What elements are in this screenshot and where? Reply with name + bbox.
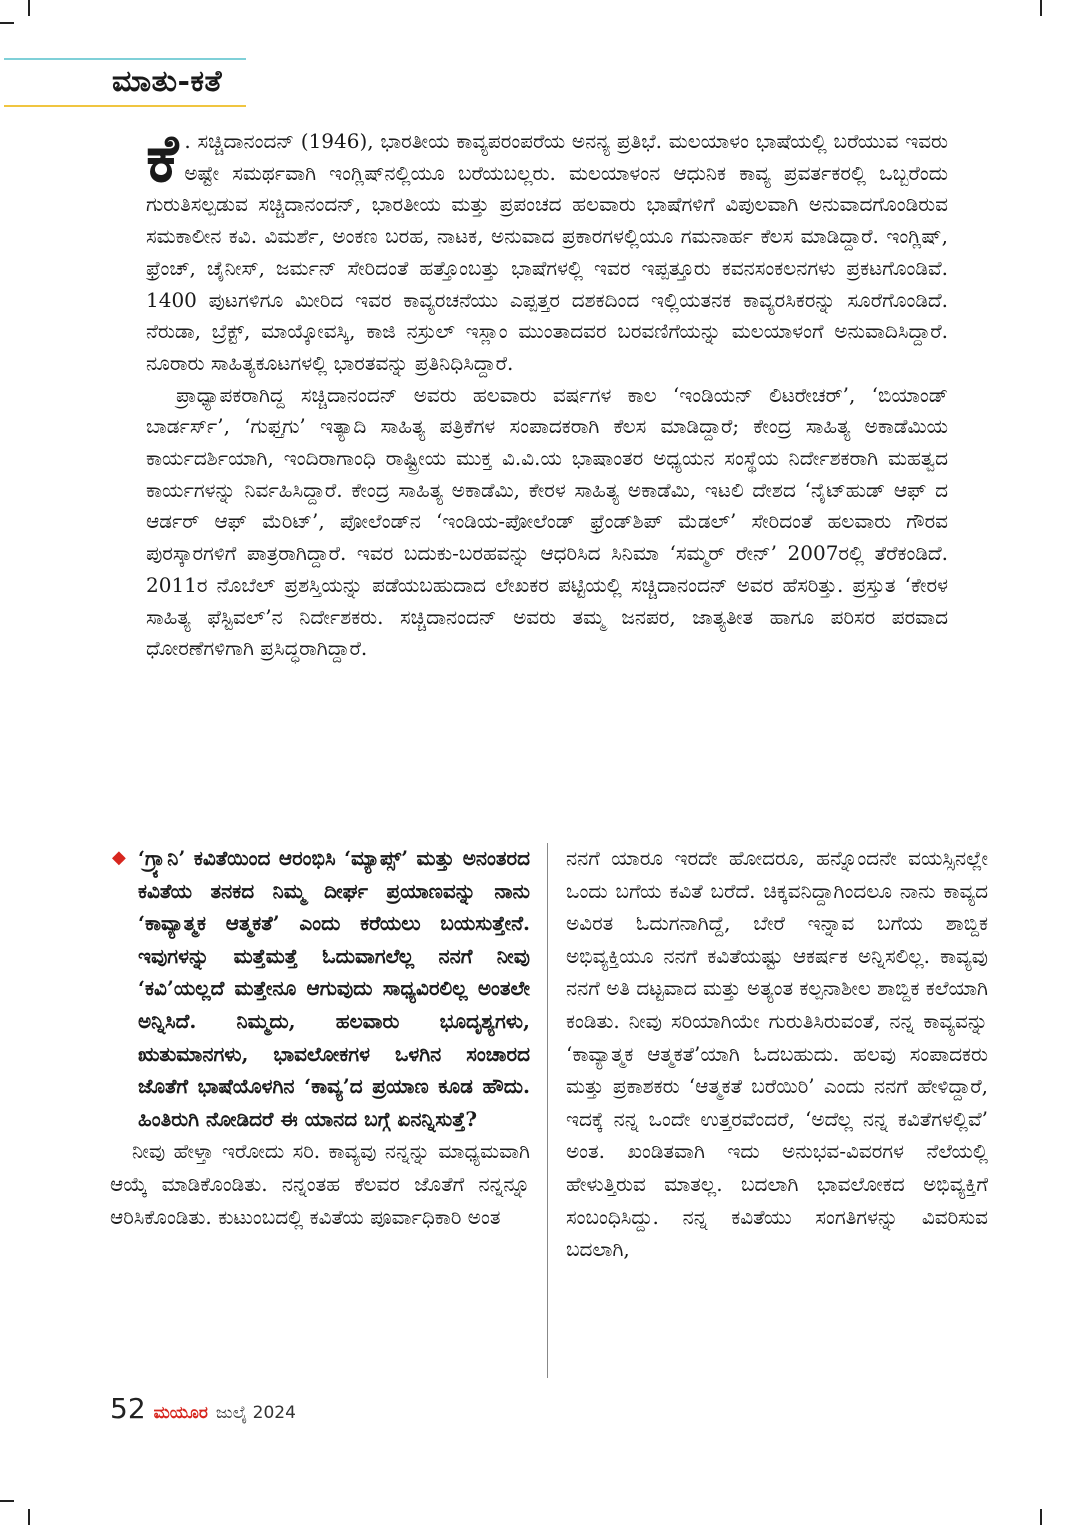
crop-mark xyxy=(28,1509,30,1525)
crop-mark xyxy=(28,0,30,16)
intro-paragraph-2: ಪ್ರಾಧ್ಯಾಪಕರಾಗಿದ್ದ ಸಚ್ಚಿದಾನಂದನ್ ಅವರು ಹಲವಾರು ವರ್ಷಗಳ ಕಾಲ ‘ಇಂಡಿಯನ್ ಲಿಟರೇಚರ್’, ‘ಬಿಯಾಂಡ್ ಬಾರ್ಡರ್ಸ್’, ‘ಗುಫ್ತಗು’ ಇತ್ಯಾದಿ ಸಾಹಿತ್ಯ ಪತ್ರಿಕೆಗಳ ಸಂಪಾದಕರಾಗಿ ಕೆಲಸ ಮಾಡಿದ್ದಾರೆ; ಕೇಂದ್ರ ಸಾಹಿತ್ಯ ಅಕಾಡೆಮಿಯ ಕಾರ್ಯದರ್ಶಿಯಾಗಿ, ಇಂದಿರಾಗಾಂಧಿ ರಾಷ್ಟ್ರೀಯ ಮುಕ್ತ ವಿ.ವಿ.ಯ ಭಾಷಾಂತರ ಅಧ್ಯಯನ ಸಂಸ್ಥೆಯ ನಿರ್ದೇಶಕರಾಗಿ ಮಹತ್ವದ ಕಾರ್ಯಗಳನ್ನು ನಿರ್ವಹಿಸಿದ್ದಾರೆ. ಕೇಂದ್ರ ಸಾಹಿತ್ಯ ಅಕಾಡೆಮಿ, ಕೇರಳ ಸಾಹಿತ್ಯ ಅಕಾಡೆಮಿ, ಇಟಲಿ ದೇಶದ ‘ನೈಟ್‌ಹುಡ್ ಆಫ್ ದ ಆರ್ಡರ್ ಆಫ್ ಮೆರಿಟ್’, ಪೋಲೆಂಡ್‌ನ ‘ಇಂಡಿಯ-ಪೋಲೆಂಡ್ ಫ್ರೆಂಡ್‌ಶಿಪ್ ಮೆಡಲ್’ ಸೇರಿದಂತೆ ಹಲವಾರು ಗೌರವ ಪುರಸ್ಕಾರಗಳಿಗೆ ಪಾತ್ರರಾಗಿದ್ದಾರೆ. ಇವರ ಬದುಕು-ಬರಹವನ್ನು ಆಧರಿಸಿದ ಸಿನಿಮಾ ‘ಸಮ್ಮರ್ ರೇನ್’ 2007ರಲ್ಲಿ ತೆರೆಕಂಡಿದೆ. 2011ರ ನೊಬೆಲ್ ಪ್ರಶಸ್ತಿಯನ್ನು ಪಡೆಯಬಹುದಾದ ಲೇಖಕರ ಪಟ್ಟಿಯಲ್ಲಿ ಸಚ್ಚಿದಾನಂದನ್ ಅವರ ಹೆಸರಿತ್ತು. ಪ್ರಸ್ತುತ ‘ಕೇರಳ ಸಾಹಿತ್ಯ ಫೆಸ್ಟಿವಲ್’ನ ನಿರ್ದೇಶಕರು. ಸಚ್ಚಿದಾನಂದನ್ ಅವರು ತಮ್ಮ ಜನಪರ, ಜಾತ್ಯತೀತ ಹಾಗೂ ಪರಿಸರ ಪರವಾದ ಧೋರಣೆಗಳಿಗಾಗಿ ಪ್ರಸಿದ್ಧರಾಗಿದ್ದಾರೆ. xyxy=(146,382,948,661)
answer-paragraph-right: ನನಗೆ ಯಾರೂ ಇರದೇ ಹೋದರೂ, ಹನ್ನೊಂದನೇ ವಯಸ್ಸಿನಲ್ಲೇ ಒಂದು ಬಗೆಯ ಕವಿತೆ ಬರೆದೆ. ಚಿಕ್ಕವನಿದ್ದಾಗಿಂದಲೂ ನಾನು ಕಾವ್ಯದ ಅವಿರತ ಓದುಗನಾಗಿದ್ದೆ, ಬೇರೆ ಇನ್ನಾವ ಬಗೆಯ ಶಾಬ್ದಿಕ ಅಭಿವ್ಯಕ್ತಿಯೂ ನನಗೆ ಕವಿತೆಯಷ್ಟು ಆಕರ್ಷಕ ಅನ್ನಿಸಲಿಲ್ಲ. ಕಾವ್ಯವು ನನಗೆ ಅತಿ ದಟ್ಟವಾದ ಮತ್ತು ಅತ್ಯಂತ ಕಲ್ಪನಾಶೀಲ ಶಾಬ್ದಿಕ ಕಲೆಯಾಗಿ ಕಂಡಿತು. ನೀವು ಸರಿಯಾಗಿಯೇ ಗುರುತಿಸಿರುವಂತೆ, ನನ್ನ ಕಾವ್ಯವನ್ನು ‘ಕಾವ್ಯಾತ್ಮಕ ಆತ್ಮಕತೆ’ಯಾಗಿ ಓದಬಹುದು. ಹಲವು ಸಂಪಾದಕರು ಮತ್ತು ಪ್ರಕಾಶಕರು ‘ಆತ್ಮಕತೆ ಬರೆಯಿರಿ’ ಎಂದು ನನಗೆ ಹೇಳಿದ್ದಾರೆ, ಇದಕ್ಕೆ ನನ್ನ ಒಂದೇ ಉತ್ತರವೆಂದರೆ, ‘ಅದೆಲ್ಲ ನನ್ನ ಕವಿತೆಗಳಲ್ಲಿವೆ’ ಅಂತ. ಖಂಡಿತವಾಗಿ ಇದು ಅನುಭವ-ವಿವರಗಳ ನೆಲೆಯಲ್ಲಿ ಹೇಳುತ್ತಿರುವ ಮಾತಲ್ಲ. ಬದಲಾಗಿ ಭಾವಲೋಕದ ಅಭಿವ್ಯಕ್ತಿಗೆ ಸಂಬಂಧಿಸಿದ್ದು. ನನ್ನ ಕವಿತೆಯು ಸಂಗತಿಗಳನ್ನು ವಿವರಿಸುವ ಬದಲಾಗಿ, xyxy=(566,846,988,1262)
crop-mark xyxy=(1040,0,1042,16)
section-rule-bottom xyxy=(4,105,246,107)
interview-column-left xyxy=(110,842,530,1233)
issue-date: ಜುಲೈ 2024 xyxy=(215,1403,296,1423)
crop-mark xyxy=(0,22,14,24)
page-number: 52 xyxy=(110,1392,146,1425)
intro-paragraph-1 xyxy=(146,119,948,380)
intro-text-1: . ಸಚ್ಚಿದಾನಂದನ್ (1946), ಭಾರತೀಯ ಕಾವ್ಯಪರಂಪರೆಯ ಅನನ್ಯ ಪ್ರತಿಭೆ. ಮಲಯಾಳಂ ಭಾಷೆಯಲ್ಲಿ ಬರೆಯುವ ಇವರು ಅಷ್ಟೇ ಸಮರ್ಥವಾಗಿ ಇಂಗ್ಲಿಷ್‌ನಲ್ಲಿಯೂ ಬರೆಯಬಲ್ಲರು. ಮಲಯಾಳಂನ ಆಧುನಿಕ ಕಾವ್ಯ ಪ್ರವರ್ತಕರಲ್ಲಿ ಒಬ್ಬರೆಂದು ಗುರುತಿಸಲ್ಪಡುವ ಸಚ್ಚಿದಾನಂದನ್, ಭಾರತೀಯ ಮತ್ತು ಪ್ರಪಂಚದ ಹಲವಾರು ಭಾಷೆಗಳಿಗೆ ವಿಪುಲವಾಗಿ ಅನುವಾದಗೊಂಡಿರುವ ಸಮಕಾಲೀನ ಕವಿ. ವಿಮರ್ಶೆ, ಅಂಕಣ ಬರಹ, ನಾಟಕ, ಅನುವಾದ ಪ್ರಕಾರಗಳಲ್ಲಿಯೂ ಗಮನಾರ್ಹ ಕೆಲಸ ಮಾಡಿದ್ದಾರೆ. ಇಂಗ್ಲಿಷ್, ಫ್ರೆಂಚ್, ಚೈನೀಸ್, ಜರ್ಮನ್ ಸೇರಿದಂತೆ ಹತ್ತೊಂಬತ್ತು ಭಾಷೆಗಳಲ್ಲಿ ಇವರ ಇಪ್ಪತ್ತೂರು ಕವನಸಂಕಲನಗಳು ಪ್ರಕಟಗೊಂಡಿವೆ. 1400 ಪುಟಗಳಿಗೂ ಮೀರಿದ ಇವರ ಕಾವ್ಯರಚನೆಯು ಎಪ್ಪತ್ತರ ದಶಕದಿಂದ ಇಲ್ಲಿಯತನಕ ಕಾವ್ಯರಸಿಕರನ್ನು ಸೂರೆಗೊಂಡಿದೆ. ನೆರುಡಾ, ಬ್ರೆಕ್ಟ್, ಮಾಯ್ಕೋವಸ್ಕಿ, ಕಾಜಿ ನಸ್ರುಲ್ ಇಸ್ಲಾಂ ಮುಂತಾದವರ ಬರವಣಿಗೆಯನ್ನು ಮಲಯಾಳಂಗೆ ಅನುವಾದಿಸಿದ್ದಾರೆ. ನೂರಾರು ಸಾಹಿತ್ಯಕೂಟಗಳಲ್ಲಿ ಭಾರತವನ್ನು ಪ್ರತಿನಿಧಿಸಿದ್ದಾರೆ. xyxy=(146,129,948,375)
section-rule-top xyxy=(4,58,246,60)
question-text: ‘ಗ್ರ್ಯಾನಿ’ ಕವಿತೆಯಿಂದ ಆರಂಭಿಸಿ ‘ಮ್ಯಾಪ್ಸ್’ ಮತ್ತು ಅನಂತರದ ಕವಿತೆಯ ತನಕದ ನಿಮ್ಮ ದೀರ್ಘ ಪ್ರಯಾಣವನ್ನು ನಾನು ‘ಕಾವ್ಯಾತ್ಮಕ ಆತ್ಮಕತೆ’ ಎಂದು ಕರೆಯಲು ಬಯಸುತ್ತೇನೆ. ಇವುಗಳನ್ನು ಮತ್ತೆಮತ್ತೆ ಓದುವಾಗಲೆಲ್ಲ ನನಗೆ ನೀವು ‘ಕವಿ’ಯಲ್ಲದೆ ಮತ್ತೇನೂ ಆಗುವುದು ಸಾಧ್ಯವಿರಲಿಲ್ಲ ಅಂತಲೇ ಅನ್ನಿಸಿದೆ. ನಿಮ್ಮದು, ಹಲವಾರು ಭೂದೃಶ್ಯಗಳು, ಋತುಮಾನಗಳು, ಭಾವಲೋಕಗಳ ಒಳಗಿನ ಸಂಚಾರದ ಜೊತೆಗೆ ಭಾಷೆಯೊಳಗಿನ ‘ಕಾವ್ಯ’ದ ಪ್ರಯಾಣ ಕೂಡ ಹೌದು. ಹಿಂತಿರುಗಿ ನೋಡಿದರೆ ಈ ಯಾನದ ಬಗ್ಗೆ ಏನನ್ನಿಸುತ್ತೆ? xyxy=(138,846,530,1131)
intro-block xyxy=(146,119,948,665)
drop-cap: ಕೆ xyxy=(146,119,179,197)
interview-column-right xyxy=(566,842,988,1266)
diamond-bullet-icon: ◆ xyxy=(112,847,126,868)
column-divider xyxy=(547,843,548,1378)
interview-question xyxy=(110,842,530,1135)
page-footer xyxy=(110,1392,296,1425)
crop-mark xyxy=(1040,1509,1042,1525)
magazine-logo: ಮಯೂರ xyxy=(153,1403,208,1423)
crop-mark xyxy=(0,1500,14,1502)
section-title: ಮಾತು-ಕತೆ xyxy=(112,64,223,99)
answer-paragraph-left: ನೀವು ಹೇಳ್ತಾ ಇರೋದು ಸರಿ. ಕಾವ್ಯವು ನನ್ನನ್ನು ಮಾಧ್ಯಮವಾಗಿ ಆಯ್ಕೆ ಮಾಡಿಕೊಂಡಿತು. ನನ್ನಂತಹ ಕೆಲವರ ಜೊತೆಗೆ ನನ್ನನ್ನೂ ಆರಿಸಿಕೊಂಡಿತು. ಕುಟುಂಬದಲ್ಲಿ ಕವಿತೆಯ ಪೂರ್ವಾಧಿಕಾರಿ ಅಂತ xyxy=(110,1139,530,1229)
